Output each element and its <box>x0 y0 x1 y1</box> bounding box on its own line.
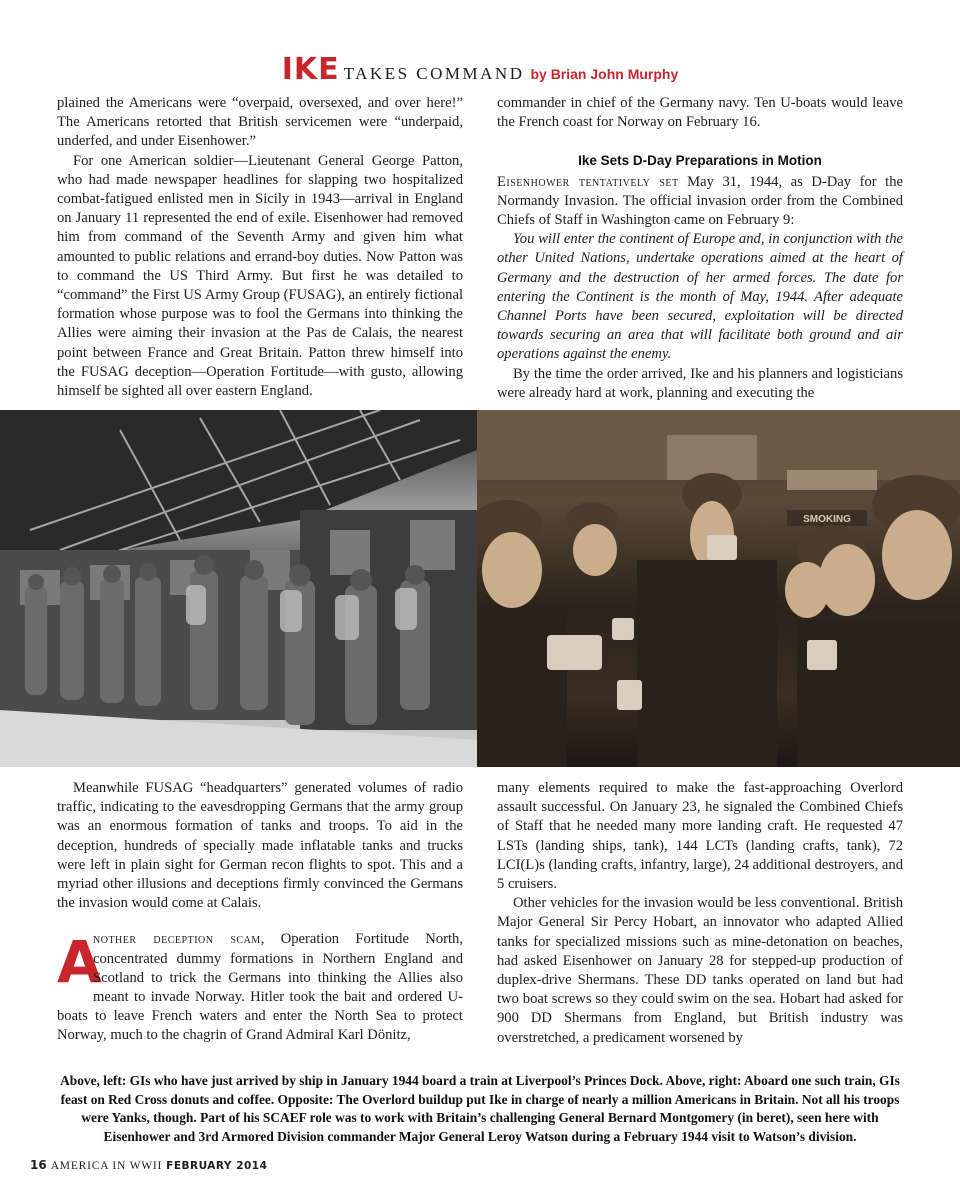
invasion-order-quote: You will enter the continent of Europe and, in conjunction with the other United Nations, undertake operations aimed at the heart of Germany and the destruction of her armed forces. The date for entering the Continent is the month of May, 1944. After adequate Channel Ports have been secured, exploitation will be directed towards securing an area that will facilitate both ground and air operations against the enemy. <box>497 231 903 363</box>
paragraph: Other vehicles for the invasion would be less conventional. British Major General Sir Percy Hobart, an innovator who adapted Allied tanks for specialized missions such as mine-detonation on beaches, had asked Eisenhower on January 28 for stepped-up production of duplex-drive Shermans. These DD tanks operated on land but had two boat screws so they could swim on the sea. Hobart had asked for 900 DD Shermans from England, but British industry was overstretched, a predicament worsened by <box>497 895 903 1046</box>
photo-caption: Above, left: GIs who have just arrived by ship in January 1944 board a train at Liverpool’s Princes Dock. Above, right: Aboard one such train, GIs feast on Red Cross donuts and coffee. Opposite: The Overlord buildup put Ike in charge of nearly a million Americans in Britain. Not all his troops were Yanks, though. Part of his SCAEF role was to work with Britain’s challenging General Bernard Montgomery (in beret), seen here with Eisenhower and 3rd Armored Division commander Major General Leroy Watson during a February 1944 visit to Watson’s division. <box>60 1073 900 1144</box>
photo-train-illustration <box>477 410 960 767</box>
bottom-right-column <box>497 779 903 1048</box>
paragraph-text: May 31, 1944, as D-Day for the Normandy Invasion. The official invasion order from the Combined Chiefs of Staff in Washington came on February 9: <box>497 173 903 229</box>
issue-date: FEBRUARY 2014 <box>166 1160 268 1172</box>
section-subhead: Ike Sets D-Day Preparations in Motion <box>578 153 822 169</box>
article-header <box>0 52 960 86</box>
title-ike: IKE <box>281 52 340 87</box>
page-number: 16 <box>30 1158 47 1172</box>
paragraph <box>497 173 903 231</box>
bottom-left-column <box>57 779 463 1046</box>
paragraph: Meanwhile FUSAG “headquarters” generated volumes of radio traffic, indicating to the eavesdropping Germans that the army group was an enormous formation of tanks and troops. To aid in the deception, hundreds of specially made inflatable tanks and trucks were left in plain sight for German recon flights to spot. This and a myriad other illusions and deceptions firmly convinced the Germans the invasion would come at Calais. <box>57 780 463 912</box>
magazine-name: AMERICA IN WWII <box>50 1160 163 1172</box>
lead-in: Eisenhower tentatively set <box>497 173 679 190</box>
top-right-column <box>497 94 903 403</box>
paragraph-text: , Operation Fortitude North, concentrated dummy formations in Northern England and Scotland to trick the Germans into thinking the Allies also meant to invade Norway. Hitler took the bait and ordered U-boats to leave French waters and enter the North Sea to protect Norway, much to the chagrin of Grand Admiral Karl Dönitz, <box>57 931 463 1044</box>
paragraph: By the time the order arrived, Ike and his planners and logisticians were already hard at work, planning and executing the <box>497 365 903 401</box>
paragraph: commander in chief of the Germany navy. Ten U-boats would leave the French coast for Norway on February 16. <box>497 95 903 131</box>
paragraph: For one American soldier—Lieutenant General George Patton, who had made newspaper headlines for slapping two hospitalized combat-fatigued enlisted men in Sicily in 1943—arrival in England on January 11 represented the end of exile. Eisenhower had removed him from command of the Seventh Army and given him what amounted to public relations and errand-boy duties. Now Patton was to command the US Third Army. But first he was detailed to “command” the First US Army Group (FUSAG), an entirely fictional formation whose purpose was to fool the Germans into thinking the Allies were aiming their invasion at the Pas de Calais, the nearest point between France and Great Britain. Patton threw himself into the FUSAG deception—Operation Fortitude—with gusto, allowing himself be sighted all over eastern England. <box>57 152 463 400</box>
smoking-sign: SMOKING <box>803 514 851 525</box>
photo-train-interior <box>477 410 960 767</box>
paragraph: many elements required to make the fast-approaching Overlord assault successful. On January 23, he signaled the Combined Chiefs of Staff that he needed many more landing craft. He requested 47 LSTs (landing ships, tank), 144 LCTs (landing crafts, tank), 72 LCI(L)s (landing crafts, infantry, large), 24 additional destroyers, and 5 cruisers. <box>497 780 903 893</box>
paragraph <box>57 930 463 1045</box>
photo-liverpool-train <box>0 410 477 767</box>
photo-liverpool-illustration <box>0 410 477 767</box>
drop-cap: A <box>57 928 102 997</box>
byline: by Brian John Murphy <box>530 66 679 82</box>
title-rest: TAKES COMMAND <box>343 64 525 83</box>
top-left-column <box>57 94 463 401</box>
page-footer <box>30 1158 267 1173</box>
paragraph: plained the Americans were “overpaid, oversexed, and over here!” The Americans retorted that British servicemen were “underpaid, underfed, and under Eisenhower.” <box>57 95 463 150</box>
lead-in: nother deception scam <box>93 931 261 948</box>
